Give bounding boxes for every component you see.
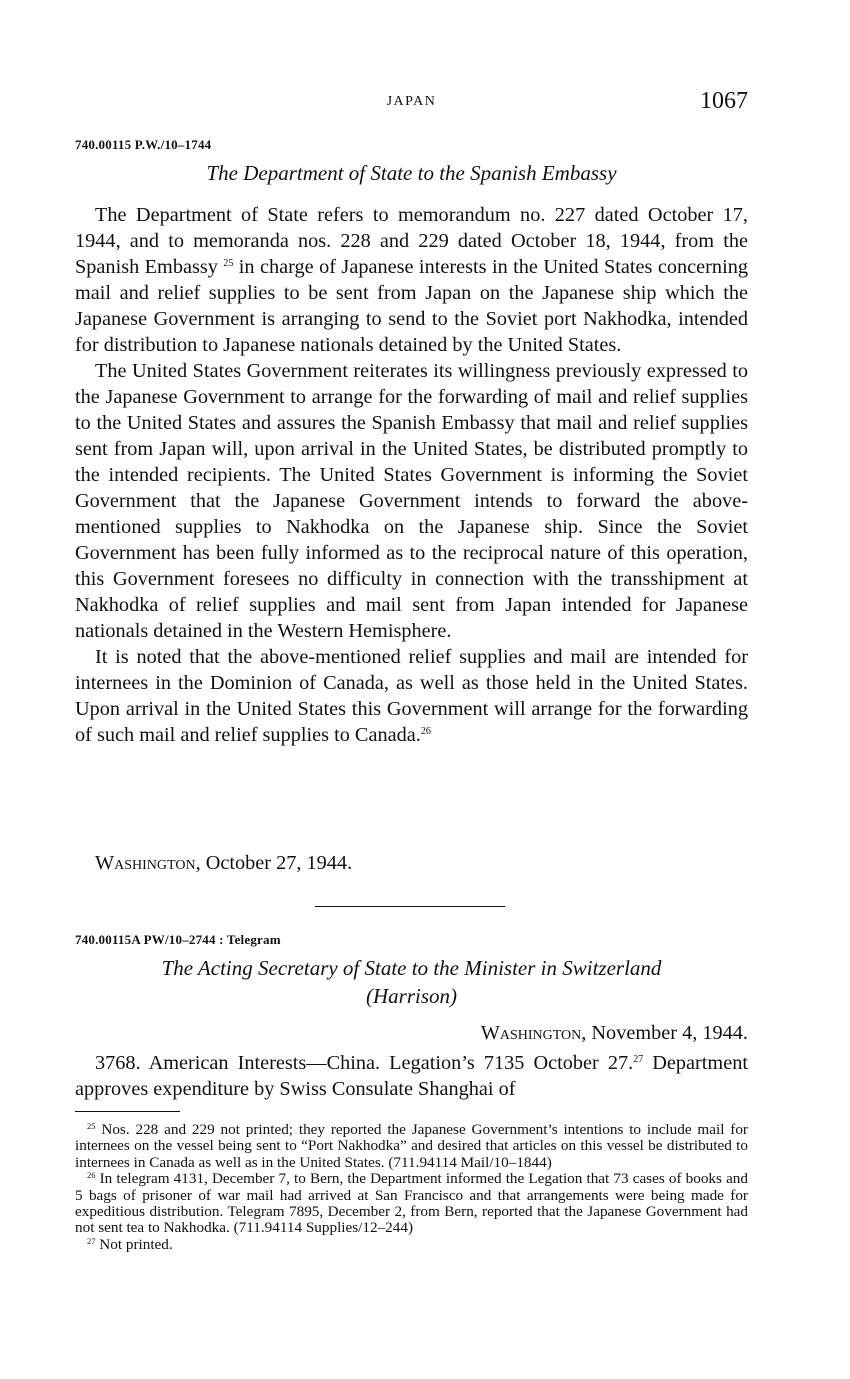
footnote-ref-26: 26 <box>420 726 431 737</box>
footnote-divider <box>75 1111 180 1112</box>
doc2-file-number: 740.00115A PW/10–2744 : Telegram <box>75 932 281 947</box>
footnotes <box>75 1122 748 1253</box>
doc1-paragraph-1: The Department of State refers to memorandum no. 227 dated October 17, 1944, and to memoranda nos. 228 and 229 dated October 18, 1944, from the Spanish Embassy $^{25}$ in charge of Japanese interests in the United States concerning mail and relief supplies to be sent from Japan on the Japanese ship which the Japanese Government is arranging to send to the Soviet port Nakhodka, intended for distribution to Japanese nationals detained by the United States. <box>75 204 748 356</box>
doc2-title: The Acting Secretary of State to the Minister in Switzerland (Harrison) <box>161 956 662 1008</box>
section-divider <box>315 906 505 907</box>
doc1-title: The Department of State to the Spanish Embassy <box>206 161 617 185</box>
page-number: 1067 <box>700 88 748 114</box>
doc2-dateline: Washington, November 4, 1944. <box>480 1022 748 1044</box>
doc1-file-number: 740.00115 P.W./10–1744 <box>75 137 212 152</box>
footnote-ref-25: 25 <box>223 258 234 269</box>
footnote-25: $^{25}$ Nos. 228 and 229 not printed; they reported the Japanese Government’s intentions to include mail for internees on the vessel being sent to “Port Nakhodka” and desired that articles on this vessel be distributed to internees in Canada as well as in the United States. (711.94114 Mail/10–1844) <box>75 1121 748 1171</box>
footnote-ref-27: 27 <box>633 1054 644 1065</box>
doc1-body <box>75 202 748 748</box>
doc1-paragraph-3: It is noted that the above-mentioned relief supplies and mail are intended for internees in the Dominion of Canada, as well as those held in the United States. Upon arrival in the United States this Government will arrange for the forwarding of such mail and relief supplies to Canada.$^{26}$ <box>75 646 748 746</box>
doc2-paragraph-1: 3768. American Interests—China. Legation’s 7135 October 27.27 Department approves expenditure by Swiss Consulate Shanghai of <box>75 1052 748 1100</box>
doc1-paragraph-2: The United States Government reiterates its willingness previously expressed to the Japanese Government to arrange for the forwarding of mail and relief supplies to the United States and assures the Spanish Embassy that mail and relief supplies sent from Japan will, upon arrival in the United States, be distributed promptly to the intended recipients. The United States Government is informing the Soviet Government that the Japanese Government intends to forward the above-mentioned supplies to Nakhodka on the Japanese ship. Since the Soviet Government has been fully informed as to the reciprocal nature of this operation, this Government foresees no difficulty in connection with the transshipment at Nakhodka of relief supplies and mail sent from Japan intended for Japanese nationals detained in the Western Hemisphere. <box>75 360 748 642</box>
doc2-body <box>75 1050 748 1102</box>
footnote-27: $^{27}$ Not printed. <box>87 1235 173 1253</box>
running-header <box>75 88 748 118</box>
running-title: JAPAN <box>386 94 437 109</box>
footnote-26: $^{26}$ In telegram 4131, December 7, to Bern, the Department informed the Legation that 73 cases of books and 5 bags of prisoner of war mail had arrived at San Francisco and that arrangements were being made for expeditious distribution. Telegram 7895, December 2, from Bern, reported that the Japanese Government had not sent tea to Nakhodka. (711.94114 Supplies/12–244) <box>75 1170 748 1237</box>
doc1-signoff: Washington, October 27, 1944. <box>95 852 353 874</box>
